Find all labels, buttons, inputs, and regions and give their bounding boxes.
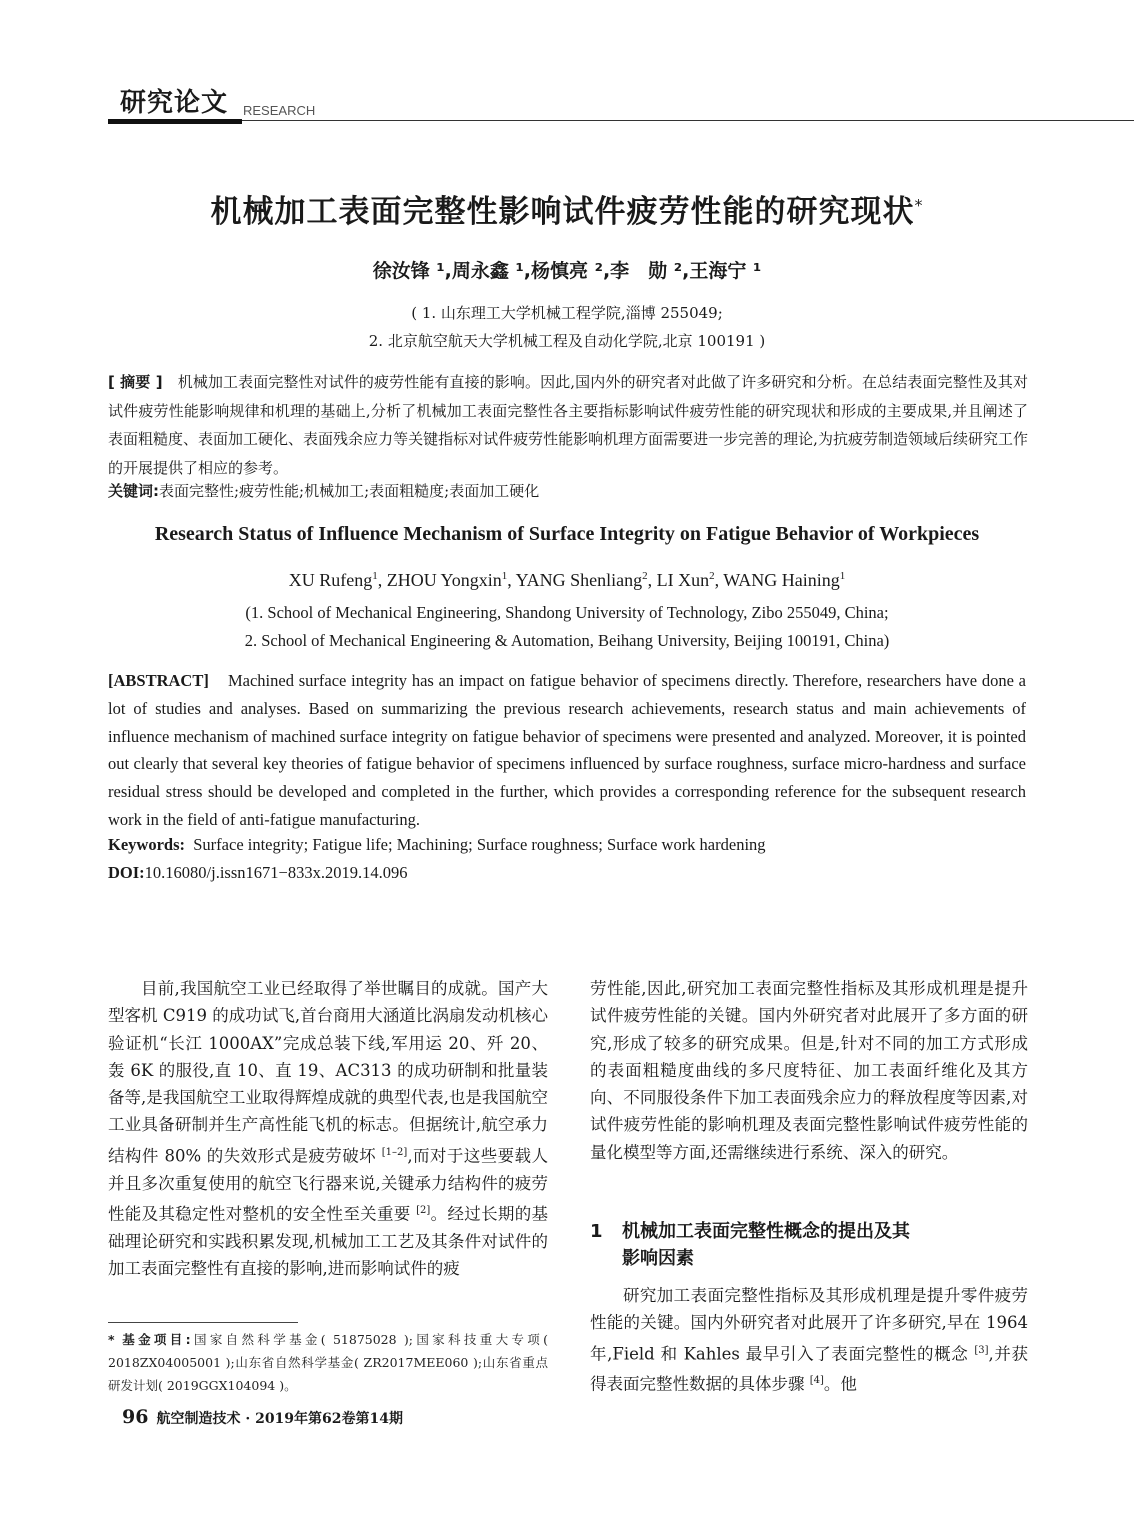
author-en-name: LI Xun [656, 570, 710, 590]
body-right-paragraph-1: 劳性能,因此,研究加工表面完整性指标及其形成机理是提升试件疲劳性能的关键。国内外研究者对此展开了多方面的研究,形成了较多的研究成果。但是,针对不同的加工方式形成的表面粗糙度曲线的多尺度特征、加工表面纤维化及其方向、不同服役条件下加工表面残余应力的释放程度等因素,对试件疲劳性能的影响机理及表面完整性影响试件疲劳性能的量化模型等方面,还需继续进行系统、深入的研究。 [590, 979, 1028, 1162]
author-en-affiliation-mark: 1 [501, 570, 508, 582]
section-heading-number: 1 [590, 1221, 603, 1242]
body-right-paragraph-2 [590, 1282, 1028, 1398]
authors-cn: 徐汝锋 ¹,周永鑫 ¹,杨慎亮 ²,李 勋 ²,王海宁 ¹ [372, 260, 762, 282]
funding-footnote [108, 1328, 548, 1397]
doi [108, 863, 1026, 883]
doi-label: DOI: [108, 863, 145, 882]
body-right2-text-c: 。他 [823, 1374, 857, 1394]
author-en-name: ZHOU Yongxin [386, 570, 502, 590]
header-rule-thick [108, 119, 242, 124]
article-title-en: Research Status of Influence Mechanism of Surface Integrity on Fatigue Behavior of Workpieces [154, 523, 980, 545]
page-number: 96 [122, 1406, 149, 1428]
footnote-text: 国家自然科学基金( 51875028 );国家科技重大专项( 2018ZX04005001 );山东省自然科学基金( ZR2017MEE060 );山东省重点研发计划( 2019GGX104094 )。 [108, 1332, 549, 1393]
abstract-en-label: [ABSTRACT] [108, 671, 209, 690]
affiliation-cn-2: 2. 北京航空航天大学机械工程及自动化学院,北京 100191 ) [368, 332, 766, 350]
citation-2: [2] [416, 1204, 431, 1216]
body-left-text-b: ,而对于这些要载人并且多次重复使用的航空飞行器来说,关键承力结构件的疲劳性能及其稳定性对整机的安全性至关重要 [108, 1146, 548, 1224]
body-right2-text-a: 研究加工表面完整性指标及其形成机理是提升零件疲劳性能的关键。国内外研究者对此展开了许多研究,早在 1964 年,Field 和 Kahles 最早引入了表面完整性的概念 [590, 1286, 1028, 1364]
section-label-en: RESEARCH [243, 103, 316, 118]
keywords-cn [108, 480, 1028, 501]
body-left-paragraph [108, 975, 548, 1282]
body-left-text-c: 。经过长期的基础理论研究和实践积累发现,机械加工工艺及其条件对试件的加工表面完整性有直接的影响,进而影响试件的疲 [108, 1204, 549, 1278]
keywords-en [108, 835, 1026, 855]
citation-4: [4] [809, 1375, 824, 1387]
author-en-name: WANG Haining [723, 570, 840, 590]
author-en-name: YANG Shenliang [515, 570, 643, 590]
section-heading-line1: 机械加工表面完整性概念的提出及其 [622, 1221, 910, 1242]
author-en-affiliation-mark: 2 [642, 570, 648, 582]
citation-1-2: [1–2] [381, 1146, 408, 1158]
keywords-en-text: Surface integrity; Fatigue life; Machining; Surface roughness; Surface work hardening [193, 835, 766, 854]
affiliation-cn-1: ( 1. 山东理工大学机械工程学院,淄博 255049; [411, 304, 723, 322]
section-heading-1 [590, 1218, 1028, 1272]
body-right2-text-b: ,并获得表面完整性数据的具体步骤 [590, 1344, 1029, 1394]
abstract-cn [108, 368, 1028, 482]
author-en-affiliation-mark: 1 [839, 570, 846, 582]
journal-info: 航空制造技术 · 2019年第62卷第14期 [156, 1411, 404, 1427]
abstract-en [108, 667, 1026, 834]
article-title-text: 机械加工表面完整性影响试件疲劳性能的研究现状 [210, 194, 915, 230]
section-heading-line2: 影响因素 [622, 1248, 694, 1269]
author-en-affiliation-mark: 2 [709, 570, 715, 582]
page-footer [122, 1406, 403, 1428]
abstract-cn-label: [ 摘要 ] [108, 373, 163, 391]
keywords-cn-text: 表面完整性;疲劳性能;机械加工;表面粗糙度;表面加工硬化 [159, 482, 540, 500]
section-label: 研究论文 [120, 88, 229, 118]
footnote-label: * 基金项目: [108, 1332, 191, 1347]
keywords-cn-label: 关键词: [108, 482, 159, 500]
article-title [0, 186, 1134, 231]
affiliation-en-2: 2. School of Mechanical Engineering & Automation, Beihang University, Beijing 100191, China) [244, 631, 890, 650]
header-rule-thin [242, 120, 1134, 121]
keywords-en-label: Keywords: [108, 835, 185, 854]
abstract-cn-text: 机械加工表面完整性对试件的疲劳性能有直接的影响。因此,国内外的研究者对此做了许多研究和分析。在总结表面完整性及其对试件疲劳性能影响规律和机理的基础上,分析了机械加工表面完整性各主要指标影响试件疲劳性能的研究现状和形成的主要成果,并且阐述了表面粗糙度、表面加工硬化、表面残余应力等关键指标对试件疲劳性能影响机理方面需要进一步完善的理论,为抗疲劳制造领域后续研究工作的开展提供了相应的参考。 [108, 373, 1028, 477]
affiliation-en-1: (1. School of Mechanical Engineering, Shandong University of Technology, Zibo 255049, China; [245, 603, 889, 622]
author-en-affiliation-mark: 1 [372, 570, 378, 582]
abstract-en-text: Machined surface integrity has an impact on fatigue behavior of specimens directly. Therefore, researchers have done a lot of studies and analyses. Based on summarizing the previous research achievements, research status and main achievements of influence mechanism of machined surface integrity on fatigue behavior of specimens were presented and analyzed. Moreover, it is pointed out clearly that several key theories of fatigue behavior of specimens influenced by surface roughness, surface micro-hardness and surface residual stress should be developed and completed in the further, which provides a corresponding reference for the subsequent research work in the field of anti-fatigue manufacturing. [108, 671, 1026, 829]
title-footnote-mark: * [914, 195, 924, 215]
author-en-name: XU Rufeng [288, 570, 373, 590]
body-left-text-a: 目前,我国航空工业已经取得了举世瞩目的成就。国产大型客机 C919 的成功试飞,首台商用大涵道比涡扇发动机核心验证机“长江 1000AX”完成总装下线,军用运 20、歼 20、轰 6K 的服役,直 10、直 19、AC313 的成功研制和批量装备等,是我国航空工业取得辉煌成就的典型代表,也是我国航空工业具备研制并生产高性能飞机的标志。但据统计,航空承力结构件 80% 的失效形式是疲劳破坏 [108, 979, 548, 1166]
footnote-rule [108, 1322, 298, 1323]
doi-value: 10.16080/j.issn1671−833x.2019.14.096 [144, 863, 408, 882]
authors-en: XU Rufeng$^1$, ZHOU Yongxin$^1$, YANG Shenliang$^2$, LI Xun$^2$, WANG Haining$^1$ [288, 570, 846, 590]
citation-3: [3] [974, 1344, 989, 1356]
